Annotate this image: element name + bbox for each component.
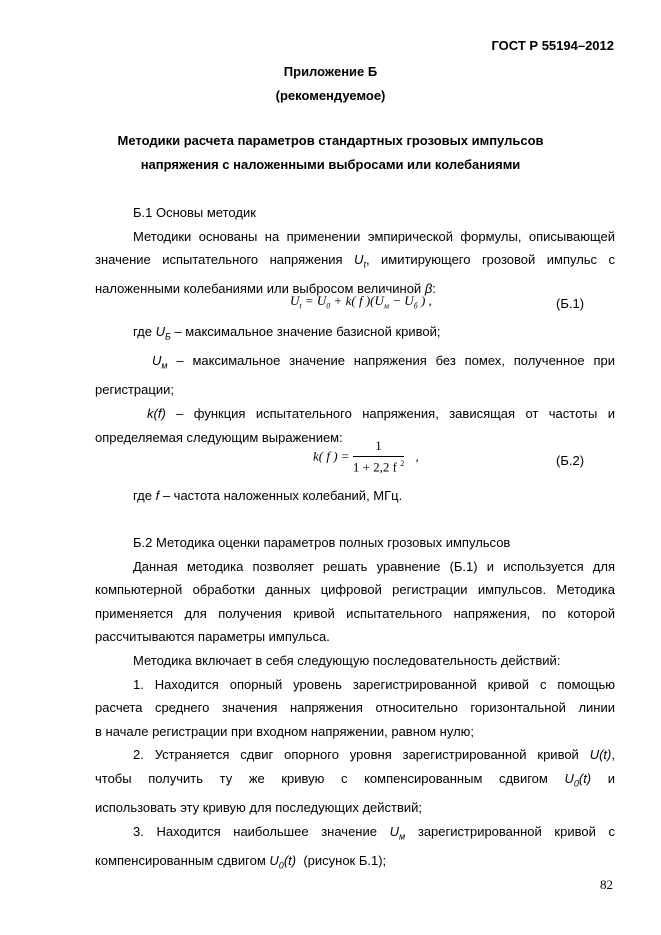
b2-heading: Б.2 Методика оценки параметров полных грозовых импульсов: [133, 535, 511, 550]
equation-b2: k( f ) = $\frac{1}{1 + 2,2 f ^2}$ ,: [313, 438, 419, 475]
document-code: ГОСТ Р 55194–2012: [491, 38, 614, 53]
equation-b1-number: (Б.1): [556, 296, 585, 311]
where-kf-line2: определяемая следующим выражением:: [95, 429, 343, 445]
b1-p1-line3: наложенными колебаниями или выбросом величиной β:: [95, 281, 436, 297]
page-number: 82: [600, 877, 613, 892]
step2-line1: 2. Устраняется сдвиг опорного уровня зарегистрированной кривой U(t),: [133, 747, 615, 763]
step2-line3: использовать эту кривую для последующих действий;: [95, 800, 423, 816]
step1-line2: расчета среднего значения напряжения относительно горизонтальной линии: [95, 700, 615, 716]
step2-line2: чтобы получить ту же кривую с компенсированным сдвигом $U_0(t)$ и: [95, 770, 615, 789]
b2-p2: Методика включает в себя следующую последовательность действий:: [133, 652, 561, 668]
equation-b2-number: (Б.2): [556, 453, 585, 468]
step1-line3: в начале регистрации при входном напряжении, равном нулю;: [95, 723, 475, 739]
b1-p1-line1: Методики основаны на применении эмпирической формулы, описывающей: [133, 228, 615, 244]
step1-line1: 1. Находится опорный уровень зарегистрированной кривой с помощью: [133, 676, 615, 692]
b2-p1-line1: Данная методика позволяет решать уравнение (Б.1) и используется для: [133, 558, 615, 574]
equation-b1: $U_t = U_0 + k$( f )($U_м - U_б$ ) ,: [290, 293, 432, 311]
equation-b2-fraction: $\frac{1}{1 + 2,2 f ^2}$: [352, 438, 405, 475]
b2-block: [95, 531, 615, 878]
b2-p1-line4: рассчитываются параметры импульса.: [95, 629, 330, 645]
step3-line2: компенсированным сдвигом $U_0(t)$ (рисунок Б.1);: [95, 852, 387, 871]
b2-p1-line3: применяется для получения кривой испытательного напряжения, по которой: [95, 605, 615, 621]
b1-heading: Б.1 Основы методик: [133, 205, 256, 220]
b1-where-block: [95, 320, 615, 449]
b1-p1-line2: значение испытательного напряжения $U_t$, имитирующего грозовой импульс с: [95, 252, 616, 270]
appendix-subtitle: (рекомендуемое): [275, 88, 386, 103]
step3-line1: 3. Находится наибольшее значение $U_м$ зарегистрированной кривой с: [133, 823, 615, 842]
appendix-title: Приложение Б: [283, 64, 378, 79]
where-kf-line1: k(f) – функция испытательного напряжения, зависящая от частоты и: [147, 405, 615, 421]
where-f: где f – частота наложенных колебаний, МГц.: [133, 488, 403, 503]
where-um-line1: $U_м$ – максимальное значение напряжения без помех, полученное при: [152, 353, 615, 371]
where-um-line2: регистрации;: [95, 382, 174, 398]
where-ub: где $U_Б$ – максимальное значение базисной кривой;: [133, 324, 441, 342]
b1-block: [95, 201, 615, 301]
section-title-line2: напряжения с наложенными выбросами или колебаниями: [140, 157, 521, 172]
section-title-line1: Методики расчета параметров стандартных грозовых импульсов: [117, 133, 544, 148]
b2-p1-line2: компьютерной обработки данных цифровой регистрации импульсов. Методика: [95, 582, 615, 598]
